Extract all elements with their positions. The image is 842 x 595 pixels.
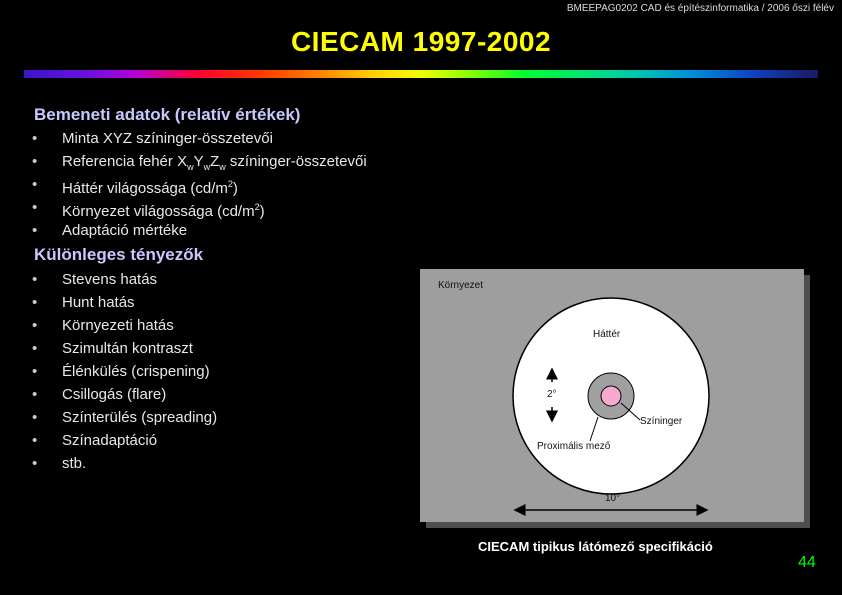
background-label: Háttér xyxy=(593,329,621,340)
bullet-icon: • xyxy=(32,455,38,472)
rainbow-divider xyxy=(24,70,818,78)
viewing-field-svg xyxy=(420,269,804,522)
list-item: • Színterülés (spreading) xyxy=(32,406,217,429)
list-item: • stb. xyxy=(32,452,217,475)
bullet-icon: • xyxy=(32,294,38,311)
proximal-field-label: Proximális mező xyxy=(537,441,611,452)
list-item: • Élénkülés (crispening) xyxy=(32,360,217,383)
surround-label: Környezet xyxy=(438,280,484,291)
width-label: 10° xyxy=(605,493,621,504)
bullet-icon: • xyxy=(32,363,38,380)
bullet-icon: • xyxy=(32,153,38,170)
bullet-icon: • xyxy=(32,130,38,147)
diagram-caption: CIECAM tipikus látómező specifikáció xyxy=(478,539,713,554)
list-item: • Hunt hatás xyxy=(32,291,217,314)
list-item: • Csillogás (flare) xyxy=(32,383,217,406)
section-heading-special-factors: Különleges tényezők xyxy=(34,245,204,264)
bullet-icon: • xyxy=(32,386,38,403)
list-item: • Referencia fehér $X_wY_wZ_w$ színinger-összetevői xyxy=(32,150,367,173)
bullet-icon: • xyxy=(32,199,38,216)
list-item: • Szimultán kontraszt xyxy=(32,337,217,360)
bullet-icon: • xyxy=(32,222,38,239)
section-heading-inputs: Bemeneti adatok (relatív értékek) xyxy=(34,105,301,124)
page-number: 44 xyxy=(798,554,816,571)
bullet-icon: • xyxy=(32,409,38,426)
list-item: • Környezet világossága $(cd/m^2)$ xyxy=(32,196,367,219)
list-item: • Stevens hatás xyxy=(32,268,217,291)
angle-label: 2° xyxy=(547,389,557,400)
list-item: • Színadaptáció xyxy=(32,429,217,452)
bullet-icon: • xyxy=(32,176,38,193)
list-item: • Háttér világossága $(cd/m^2)$ xyxy=(32,173,367,196)
list-item: • Minta XYZ színinger-összetevői xyxy=(32,127,367,150)
list-item: • Adaptáció mértéke xyxy=(32,219,367,242)
course-header: BMEEPAG0202 CAD és építészinformatika / 2006 őszi félév xyxy=(566,3,834,14)
input-list xyxy=(32,127,367,242)
viewing-field-diagram xyxy=(420,269,804,522)
slide-title: CIECAM 1997-2002 xyxy=(290,26,552,57)
list-item: • Környezeti hatás xyxy=(32,314,217,337)
bullet-icon: • xyxy=(32,317,38,334)
bullet-icon: • xyxy=(32,271,38,288)
stimulus-field xyxy=(601,386,621,406)
stimulus-label: Színinger xyxy=(640,416,683,427)
special-factors-list xyxy=(32,268,217,475)
bullet-icon: • xyxy=(32,340,38,357)
bullet-icon: • xyxy=(32,432,38,449)
